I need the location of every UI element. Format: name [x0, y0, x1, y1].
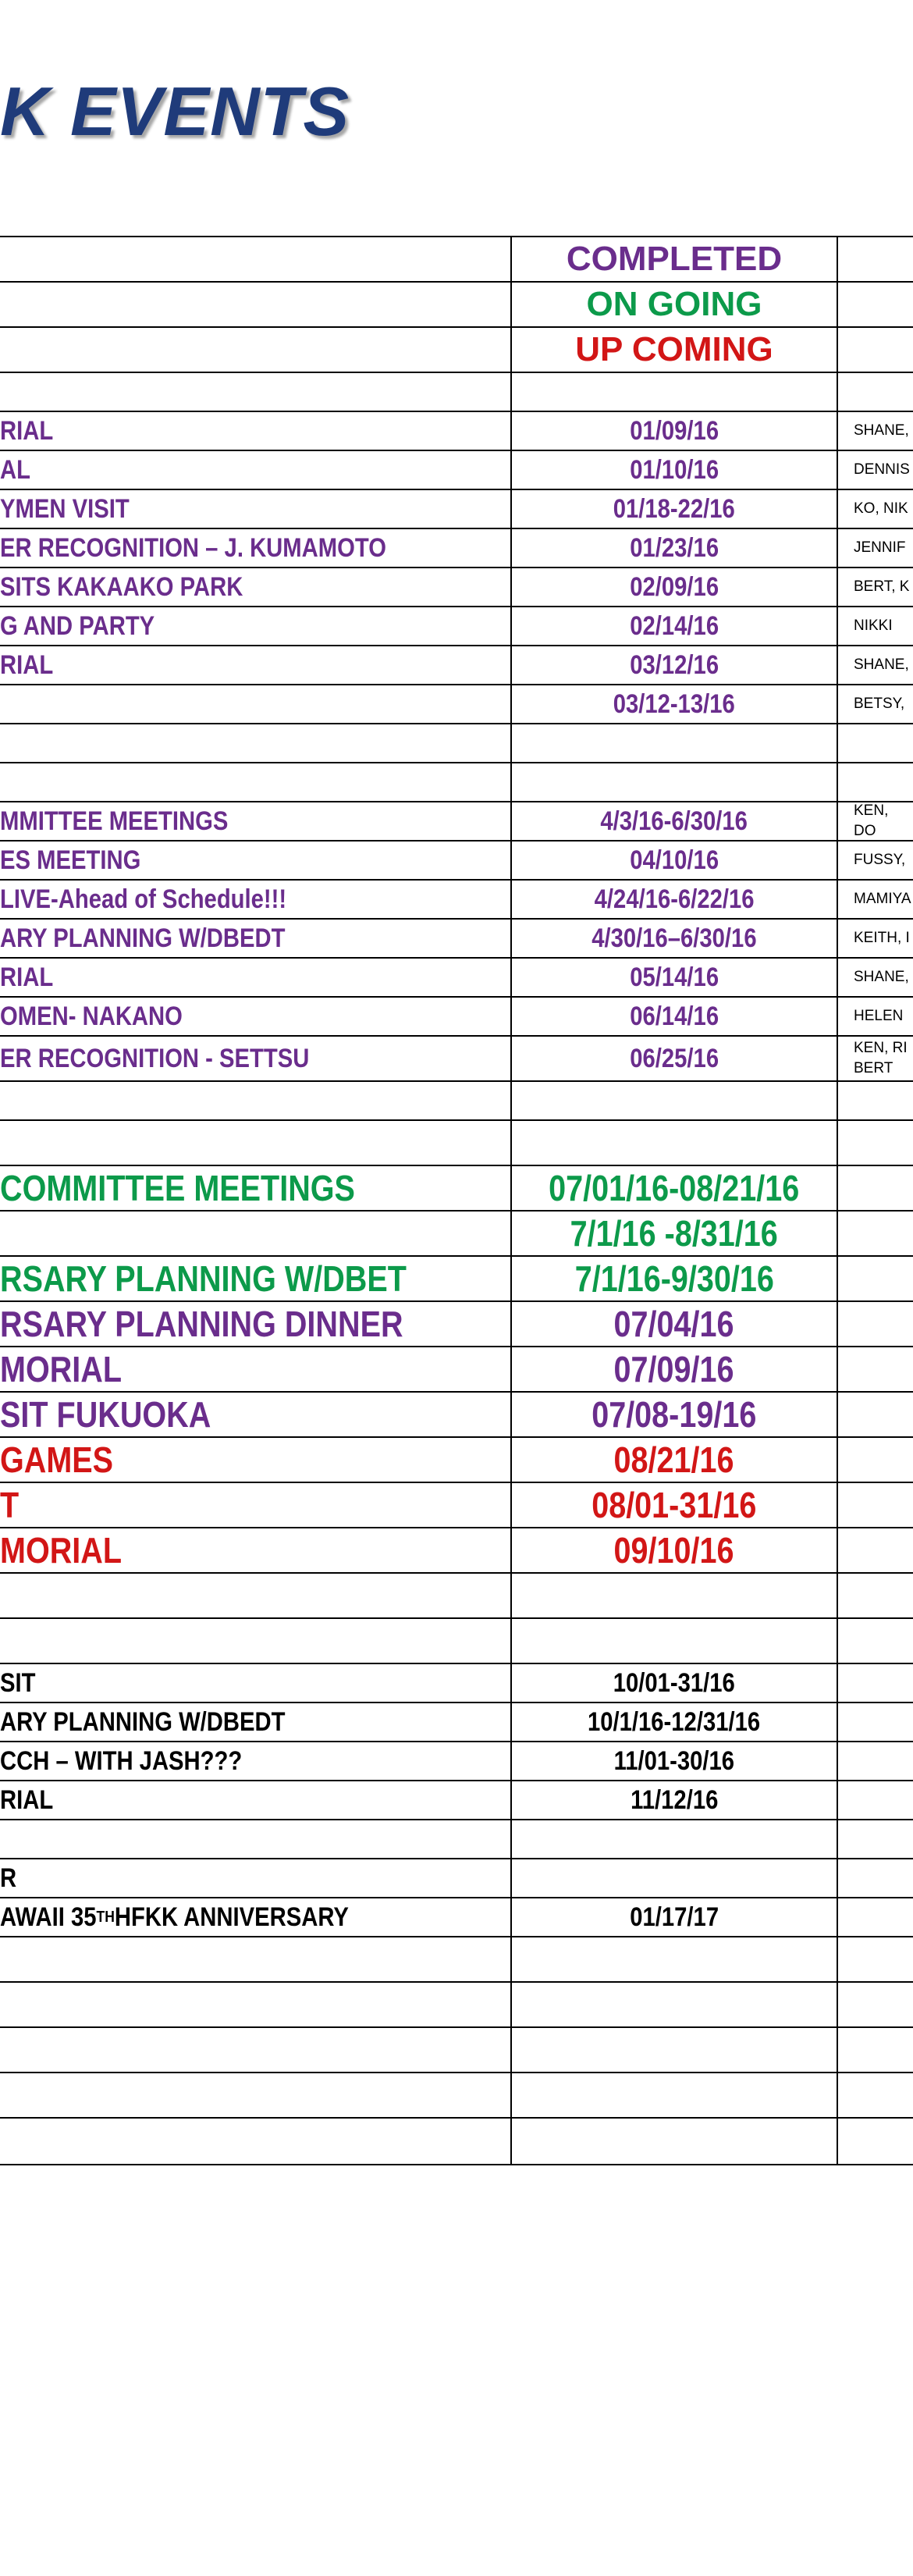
event-date — [510, 1664, 838, 1702]
event-date — [510, 2028, 838, 2072]
table-row — [0, 1121, 913, 1166]
event-name — [0, 1937, 510, 1981]
event-team: BERT, K — [854, 578, 910, 595]
event-team — [838, 1820, 913, 1858]
empty-cell — [0, 373, 510, 411]
event-name — [0, 1820, 510, 1858]
event-date — [510, 1037, 838, 1080]
event-date — [510, 529, 838, 567]
event-name — [0, 2119, 510, 2164]
event-date — [510, 1742, 838, 1780]
event-date — [510, 1166, 838, 1210]
event-team — [838, 2119, 913, 2164]
event-name — [0, 2073, 510, 2117]
event-name-text: COMMITTEE MEETINGS — [0, 1168, 355, 1208]
table-row — [0, 1393, 913, 1438]
table-row — [0, 1257, 913, 1302]
event-date-text: 4/3/16-6/30/16 — [600, 806, 748, 836]
event-team — [838, 1257, 913, 1300]
event-name — [0, 724, 510, 762]
event-team — [838, 1781, 913, 1819]
event-name — [0, 1438, 510, 1482]
event-name-text: SITS KAKAAKO PARK — [0, 571, 243, 602]
table-row — [0, 1664, 913, 1703]
event-name-text: CCH – WITH JASH??? — [0, 1745, 243, 1776]
event-name — [0, 1347, 510, 1391]
event-name — [0, 1483, 510, 1527]
event-name — [0, 920, 510, 957]
page-title: K EVENTS — [0, 73, 350, 150]
event-name-text: RIAL — [0, 962, 54, 992]
event-date-text: 02/14/16 — [630, 610, 719, 641]
table-row — [0, 1859, 913, 1898]
table-row — [0, 1619, 913, 1664]
empty-cell — [838, 373, 913, 411]
event-name-text: AWAII 35 — [0, 1902, 97, 1932]
legend-ongoing: ON GOING — [510, 283, 838, 326]
event-name-text: ARY PLANNING W/DBEDT — [0, 923, 286, 953]
event-team: SHANE, — [854, 656, 909, 673]
event-date — [510, 1438, 838, 1482]
event-name — [0, 412, 510, 450]
event-team: FUSSY, — [854, 852, 906, 868]
legend-row-completed — [0, 237, 913, 283]
event-date — [510, 1302, 838, 1346]
table-row — [0, 1898, 913, 1937]
table-row — [0, 1528, 913, 1574]
event-name — [0, 490, 510, 528]
event-name-text: GAMES — [0, 1439, 114, 1480]
event-team: SHANE, — [854, 422, 909, 439]
event-date-text: 10/1/16-12/31/16 — [588, 1706, 761, 1737]
table-row — [0, 2028, 913, 2073]
event-name — [0, 607, 510, 645]
event-team — [838, 1212, 913, 1255]
event-team — [838, 1742, 913, 1780]
event-name — [0, 451, 510, 489]
event-team — [838, 1121, 913, 1165]
event-date — [510, 451, 838, 489]
event-date — [510, 490, 838, 528]
event-name — [0, 2028, 510, 2072]
table-row — [0, 841, 913, 881]
event-name-text: RSARY PLANNING W/DBET — [0, 1258, 407, 1299]
event-name — [0, 1859, 510, 1897]
event-date-text: 09/10/16 — [614, 1530, 734, 1571]
event-team — [838, 1082, 913, 1119]
event-team: KEN, RI BERT — [854, 1040, 908, 1076]
event-name — [0, 1742, 510, 1780]
event-name-text: LIVE-Ahead of Schedule!!! — [0, 884, 287, 914]
table-row — [0, 724, 913, 763]
event-date-text: 11/12/16 — [630, 1784, 719, 1815]
table-row — [0, 1347, 913, 1393]
event-date — [510, 1937, 838, 1981]
legend-completed: COMPLETED — [510, 237, 838, 281]
event-date — [510, 607, 838, 645]
event-team — [838, 724, 913, 762]
table-row — [0, 1703, 913, 1742]
event-date — [510, 1347, 838, 1391]
legend-team-cell — [838, 283, 913, 326]
table-row — [0, 490, 913, 529]
event-date — [510, 1898, 838, 1936]
event-name-text: ES MEETING — [0, 845, 141, 875]
event-name — [0, 959, 510, 996]
table-row — [0, 1037, 913, 1082]
event-team: DENNIS — [854, 461, 910, 478]
event-name — [0, 1121, 510, 1165]
event-date — [510, 1781, 838, 1819]
table-row — [0, 685, 913, 724]
event-team — [838, 1898, 913, 1936]
event-date-text: 07/09/16 — [614, 1349, 734, 1389]
table-row — [0, 1166, 913, 1212]
event-team — [838, 1528, 913, 1572]
event-name-text: ER RECOGNITION – J. KUMAMOTO — [0, 532, 386, 563]
table-row — [0, 920, 913, 959]
event-date-text: 01/10/16 — [630, 454, 719, 485]
table-row — [0, 881, 913, 920]
event-name — [0, 1257, 510, 1300]
event-team: KO, NIK — [854, 500, 908, 517]
legend-upcoming: UP COMING — [510, 328, 838, 372]
event-team — [838, 763, 913, 801]
event-date — [510, 724, 838, 762]
event-name — [0, 568, 510, 606]
event-date — [510, 920, 838, 957]
event-name-text: MORIAL — [0, 1530, 123, 1571]
legend-empty-cell — [0, 283, 510, 326]
event-name — [0, 1619, 510, 1663]
event-name — [0, 1037, 510, 1080]
table-row — [0, 1082, 913, 1121]
event-name — [0, 841, 510, 879]
event-name — [0, 1703, 510, 1741]
event-name — [0, 685, 510, 723]
table-row — [0, 1212, 913, 1257]
event-date — [510, 2119, 838, 2164]
event-date-text: 4/24/16-6/22/16 — [594, 884, 755, 914]
event-date — [510, 1619, 838, 1663]
event-date — [510, 959, 838, 996]
event-name-text: MMITTEE MEETINGS — [0, 806, 229, 836]
event-date — [510, 1393, 838, 1436]
event-date — [510, 1212, 838, 1255]
event-name: AWAII 35 TH HFKK ANNIVERSARY — [0, 1902, 349, 1932]
event-date — [510, 998, 838, 1035]
event-date — [510, 646, 838, 684]
event-team — [838, 1983, 913, 2026]
event-date-text: 04/10/16 — [630, 845, 719, 875]
event-date — [510, 2073, 838, 2117]
event-date-text: 05/14/16 — [630, 962, 719, 992]
event-date — [510, 1703, 838, 1741]
event-team — [838, 1483, 913, 1527]
event-date — [510, 1983, 838, 2026]
event-name — [0, 1302, 510, 1346]
table-row — [0, 529, 913, 568]
event-date — [510, 1574, 838, 1617]
event-name — [0, 1393, 510, 1436]
event-date — [510, 763, 838, 801]
event-date-text: 7/1/16-9/30/16 — [574, 1258, 774, 1299]
event-team — [838, 2073, 913, 2117]
table-row — [0, 607, 913, 646]
legend-empty-cell — [0, 237, 510, 281]
event-date-text: 01/23/16 — [630, 532, 719, 563]
table-row — [0, 646, 913, 685]
table-row — [0, 959, 913, 998]
event-date-text: 01/18-22/16 — [613, 493, 736, 524]
event-name-text: RSARY PLANNING DINNER — [0, 1304, 403, 1344]
event-name — [0, 1574, 510, 1617]
spacer-row — [0, 373, 913, 412]
table-row — [0, 763, 913, 802]
event-name — [0, 1082, 510, 1119]
event-date — [510, 412, 838, 450]
event-name — [0, 529, 510, 567]
event-name-text: T — [0, 1485, 20, 1525]
table-row — [0, 2073, 913, 2119]
event-date-text: 11/01-30/16 — [613, 1745, 735, 1776]
event-name — [0, 1983, 510, 2026]
empty-cell — [510, 373, 838, 411]
legend-team-cell — [838, 328, 913, 372]
table-row — [0, 1781, 913, 1820]
event-team — [838, 1859, 913, 1897]
legend-team-cell — [838, 237, 913, 281]
event-team — [838, 1166, 913, 1210]
event-date-text: 01/09/16 — [630, 415, 719, 446]
event-name-text: ER RECOGNITION - SETTSU — [0, 1043, 310, 1073]
event-team: MAMIYA — [854, 891, 911, 907]
event-team — [838, 1347, 913, 1391]
event-date — [510, 1257, 838, 1300]
table-row — [0, 1302, 913, 1347]
table-row — [0, 1983, 913, 2028]
event-name — [0, 1664, 510, 1702]
event-team: SHANE, — [854, 969, 909, 985]
event-date — [510, 685, 838, 723]
event-date — [510, 1859, 838, 1897]
events-table — [0, 236, 913, 2165]
event-name-text: OMEN- NAKANO — [0, 1001, 183, 1031]
table-row — [0, 2119, 913, 2164]
event-name-text: ARY PLANNING W/DBEDT — [0, 1706, 286, 1737]
event-team: KEITH, I — [854, 930, 910, 946]
event-name — [0, 1528, 510, 1572]
event-date-text: 03/12-13/16 — [613, 688, 736, 719]
event-name — [0, 763, 510, 801]
event-date-text: 02/09/16 — [630, 571, 719, 602]
event-team: NIKKI — [854, 617, 893, 634]
table-row — [0, 451, 913, 490]
event-team — [838, 1664, 913, 1702]
table-row — [0, 998, 913, 1037]
event-date — [510, 568, 838, 606]
event-date — [510, 841, 838, 879]
table-row — [0, 412, 913, 451]
event-name — [0, 1166, 510, 1210]
event-date-text: 01/17/17 — [630, 1902, 719, 1932]
table-row — [0, 802, 913, 841]
event-date — [510, 1121, 838, 1165]
event-date — [510, 881, 838, 918]
table-row — [0, 1574, 913, 1619]
event-name-text: RIAL — [0, 415, 54, 446]
event-team: HELEN — [854, 1008, 904, 1024]
event-date-text: 7/1/16 -8/31/16 — [570, 1213, 779, 1254]
event-date-text: 08/01-31/16 — [591, 1485, 757, 1525]
event-team — [838, 1302, 913, 1346]
table-row — [0, 568, 913, 607]
event-name-text: G AND PARTY — [0, 610, 155, 641]
event-date — [510, 1483, 838, 1527]
table-row — [0, 1937, 913, 1983]
event-team — [838, 1393, 913, 1436]
event-name-text: SIT — [0, 1667, 36, 1698]
event-team: JENNIF — [854, 539, 906, 556]
event-name — [0, 802, 510, 840]
event-team — [838, 1574, 913, 1617]
event-date — [510, 802, 838, 840]
event-team — [838, 1619, 913, 1663]
event-date-text: 10/01-31/16 — [613, 1667, 736, 1698]
event-team: BETSY, — [854, 696, 905, 712]
event-team — [838, 1937, 913, 1981]
table-row — [0, 1438, 913, 1483]
event-date-text: 07/08-19/16 — [591, 1394, 757, 1435]
event-team: KEN, DO — [854, 802, 889, 839]
event-date-text: 06/14/16 — [630, 1001, 719, 1031]
event-date-text: 4/30/16–6/30/16 — [591, 923, 757, 953]
event-name — [0, 1212, 510, 1255]
event-name — [0, 1781, 510, 1819]
event-date — [510, 1820, 838, 1858]
event-date-text: 07/01/16-08/21/16 — [549, 1168, 800, 1208]
event-name-text: RIAL — [0, 1784, 54, 1815]
event-date-text: 08/21/16 — [614, 1439, 734, 1480]
event-team — [838, 1438, 913, 1482]
event-date — [510, 1082, 838, 1119]
event-team — [838, 1703, 913, 1741]
event-name-suffix: HFKK ANNIVERSARY — [114, 1902, 349, 1932]
event-name-text: R — [0, 1863, 17, 1893]
event-name-text: SIT FUKUOKA — [0, 1394, 211, 1435]
event-date — [510, 1528, 838, 1572]
table-row — [0, 1742, 913, 1781]
table-row — [0, 1483, 913, 1528]
event-team — [838, 2028, 913, 2072]
event-date-text: 06/25/16 — [630, 1043, 719, 1073]
legend-empty-cell — [0, 328, 510, 372]
event-name-text: YMEN VISIT — [0, 493, 130, 524]
event-name-text: MORIAL — [0, 1349, 123, 1389]
event-name-text: RIAL — [0, 649, 54, 680]
event-name — [0, 998, 510, 1035]
event-name-text: AL — [0, 454, 30, 485]
legend-row-ongoing — [0, 283, 913, 328]
legend-row-upcoming — [0, 328, 913, 373]
event-name — [0, 646, 510, 684]
event-date-text: 03/12/16 — [630, 649, 719, 680]
event-date-text: 07/04/16 — [614, 1304, 734, 1344]
event-name — [0, 881, 510, 918]
table-row — [0, 1820, 913, 1859]
